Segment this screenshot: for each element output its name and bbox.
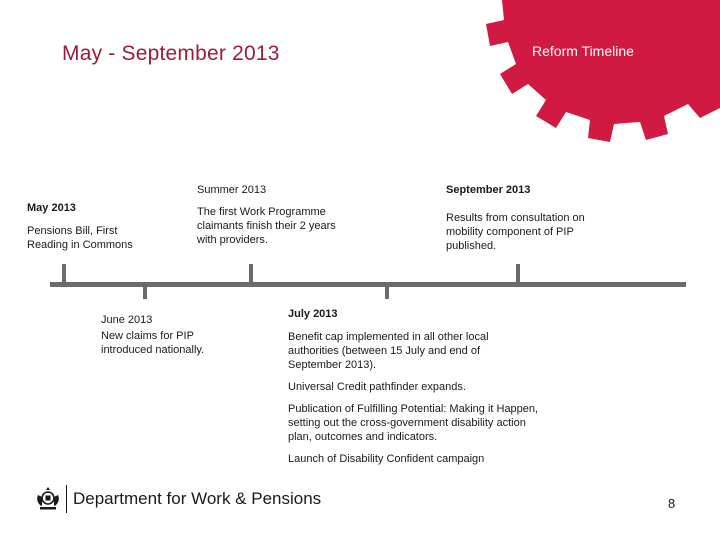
event-july xyxy=(288,307,543,466)
timeline-tick-july xyxy=(385,285,389,299)
event-heading: June 2013 xyxy=(101,314,153,326)
dwp-logo xyxy=(34,484,321,514)
page-number: 8 xyxy=(668,496,676,511)
event-september xyxy=(446,183,611,253)
logo-divider xyxy=(66,485,67,513)
event-text: The first Work Programme claimants finish their 2 years with providers. xyxy=(197,206,336,246)
gear-shape xyxy=(430,0,720,142)
event-heading: September 2013 xyxy=(446,184,531,196)
royal-crest-icon xyxy=(34,485,62,513)
timeline-tick-september xyxy=(516,264,520,284)
department-name: Department for Work & Pensions xyxy=(73,489,322,508)
event-heading: Summer 2013 xyxy=(197,184,267,196)
event-item: Publication of Fulfilling Potential: Making it Happen, setting out the cross-government disability action plan, outcomes and indicators. xyxy=(288,403,539,443)
event-item: Launch of Disability Confident campaign xyxy=(288,453,485,465)
timeline-tick-summer xyxy=(249,264,253,284)
timeline-tick-june xyxy=(143,285,147,299)
event-item: Benefit cap implemented in all other local authorities (between 15 July and end of September 2013). xyxy=(288,331,489,371)
event-heading: July 2013 xyxy=(288,308,338,320)
event-item: Universal Credit pathfinder expands. xyxy=(288,381,466,393)
event-text: New claims for PIP introduced nationally. xyxy=(101,330,205,356)
event-june xyxy=(101,313,231,357)
section-label: Reform Timeline xyxy=(532,43,634,59)
event-text: Pensions Bill, First Reading in Commons xyxy=(27,225,133,251)
timeline-tick-may xyxy=(62,264,66,284)
event-text: Results from consultation on mobility component of PIP published. xyxy=(446,212,585,252)
event-heading: May 2013 xyxy=(27,202,76,214)
event-may xyxy=(27,201,177,252)
page-title: May - September 2013 xyxy=(62,42,280,65)
event-summer xyxy=(197,183,357,247)
